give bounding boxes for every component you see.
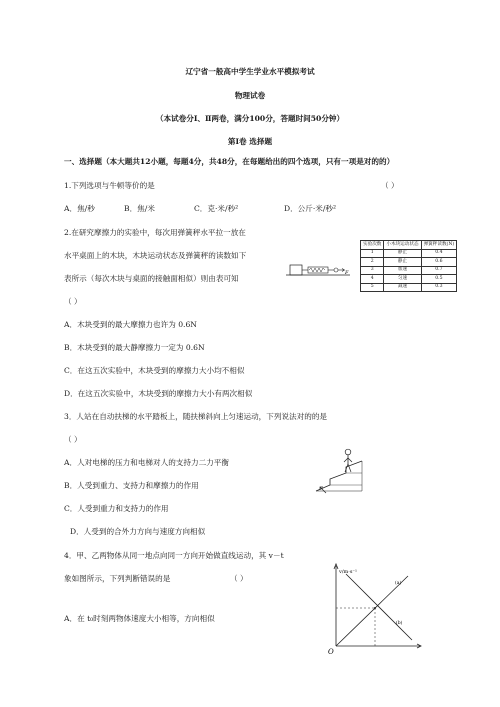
q4-option-a: A．在 t₀时刻两物体速度大小相等，方向相似 [64, 614, 215, 623]
q3-stem: 3．人站在自动扶梯的水平踏板上，随扶梯斜向上匀速运动，下列说法对的的是 [64, 412, 328, 421]
table-cell: 加速 [384, 266, 421, 275]
q3-option-c: C．人受到重力和支持力的作用 [64, 504, 169, 513]
table-header-cell: 弹簧秤读数(N) [421, 241, 457, 250]
person-head [345, 449, 351, 455]
wooden-block [290, 265, 302, 275]
q4-answer-bracket: （ ） [230, 574, 248, 583]
spring-coil [309, 268, 325, 272]
q2-answer-bracket: （ ） [64, 297, 82, 306]
q2-option-a: A．木块受到的最大摩擦力也许为 0.6N [64, 320, 197, 329]
spring-scale-figure [286, 258, 352, 280]
table-cell: 静止 [384, 258, 421, 267]
q1-stem: 1.下列选项与牛顿等价的是 [64, 181, 155, 190]
table-cell: 0.4 [421, 249, 457, 258]
q2-stem-line3: 表所示（每次木块与桌面的接触面相似）则由表可知 [64, 274, 239, 283]
table-cell: 0.3 [421, 283, 457, 292]
escalator-steps [316, 461, 362, 491]
q2-option-d: D．在这五次实验中，木块受到的摩擦力大小有两次相似 [64, 389, 253, 398]
table-row [361, 258, 457, 267]
table-row [361, 275, 457, 284]
section-heading: 一、选择题（本大题共12小题，每题4分，共48分，在每题给出的四个选项，只有一项是对的的） [64, 157, 395, 166]
q2-option-b: B．木块受到的最大静摩擦力一定为 0.6N [64, 343, 205, 352]
line-a [336, 576, 408, 646]
exam-title: 辽宁省一般高中学生学业水平模拟考试 [185, 67, 315, 76]
q4-stem-line1: 4．甲、乙两物体从同一地点向同一方向开始做直线运动，其 v－t [64, 551, 284, 560]
experiment-table [360, 240, 457, 292]
q3-answer-bracket: （ ） [64, 435, 82, 444]
q1-option-b: B．焦/米 [124, 204, 155, 213]
q2-stem-line2: 水平桌面上的木块，木块运动状态及弹簧秤的读数如下 [64, 251, 247, 260]
q1-option-d: D．公斤·米/秒² [284, 204, 337, 213]
table-header-cell: 小木块运动状态 [384, 241, 421, 250]
q1-answer-bracket: （ ） [381, 181, 399, 190]
table-row [361, 249, 457, 258]
q2-stem-line1: 2.在研究摩擦力的实验中，每次用弹簧秤水平拉一放在 [64, 228, 246, 237]
q1-option-c: C．克·米/秒² [194, 204, 239, 213]
table-cell: 静止 [384, 249, 421, 258]
intersection-point [374, 607, 376, 609]
line-a-label: (a) [395, 581, 402, 586]
table-cell: 3 [361, 266, 384, 275]
table-cell: 1 [361, 249, 384, 258]
v-axis-label: v/m·s⁻¹ [339, 569, 358, 575]
table-cell: 0.5 [421, 275, 457, 284]
scale-ring [334, 268, 338, 272]
force-label: F [345, 270, 349, 276]
v-t-graph [320, 560, 425, 658]
line-b-label: (b) [396, 621, 403, 626]
q1-option-a: A．焦/秒 [64, 204, 95, 213]
table-row [361, 266, 457, 275]
table-cell: 4 [361, 275, 384, 284]
origin-label: O [328, 648, 334, 656]
q4-stem-line2: 象如图所示，下列判断错误的是 [64, 574, 171, 583]
table-cell: 匀速 [384, 275, 421, 284]
table-cell: 减速 [384, 283, 421, 292]
exam-info: （本试卷分Ⅰ、Ⅱ两卷，满分100分，答题时间50分钟） [155, 114, 345, 123]
table-cell: 5 [361, 283, 384, 292]
exam-subtitle: 物理试卷 [234, 91, 266, 100]
escalator-figure [312, 447, 368, 497]
q3-option-a: A．人对电梯的压力和电梯对人的支持力二力平衡 [64, 458, 229, 467]
table-cell: 0.7 [421, 266, 457, 275]
table-cell: 0.6 [421, 258, 457, 267]
table-cell: 2 [361, 258, 384, 267]
table-row [361, 283, 457, 292]
part-title: 第Ⅰ卷 选择题 [227, 137, 273, 146]
q3-option-b: B．人受到重力、支持力和摩擦力的作用 [64, 481, 199, 490]
table-header-cell: 实验次数 [361, 241, 384, 250]
q2-option-c: C．在这五次实验中，木块受到的摩擦力大小均不相似 [64, 366, 245, 375]
q3-option-d: D．人受到的合外力方向与速度方向相似 [70, 527, 206, 536]
line-b [346, 574, 412, 640]
table-header-row [361, 241, 457, 250]
